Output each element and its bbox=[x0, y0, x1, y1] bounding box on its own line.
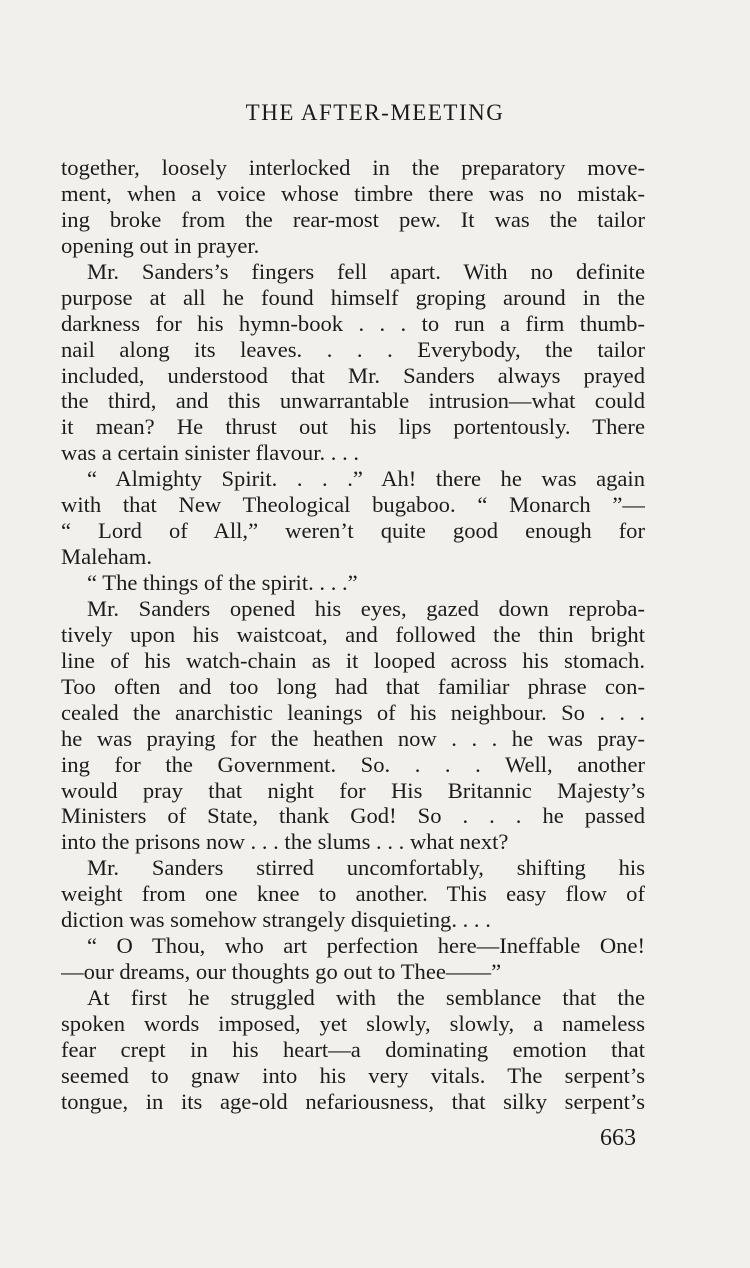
text-line: Mr. Sanders stirred uncomfortably, shifting his bbox=[87, 855, 645, 881]
text-line: he was praying for the heathen now . . . he was pray- bbox=[61, 725, 645, 751]
page-number: 663 bbox=[600, 1125, 636, 1151]
text-line: ing broke from the rear-most pew. It was the tailor bbox=[61, 206, 645, 232]
text-line: diction was somehow strangely disquieting. . . . bbox=[61, 907, 491, 933]
text-line: darkness for his hymn-book . . . to run a firm thumb- bbox=[61, 310, 645, 336]
text-line: tongue, in its age-old nefariousness, that silky serpent’s bbox=[61, 1088, 645, 1114]
text-line: line of his watch-chain as it looped across his stomach. bbox=[61, 647, 645, 673]
text-line: nail along its leaves. . . . Everybody, the tailor bbox=[61, 336, 645, 362]
text-line: tively upon his waistcoat, and followed the thin bright bbox=[61, 621, 645, 647]
text-line: Mr. Sanders opened his eyes, gazed down reproba- bbox=[87, 595, 645, 621]
body-text bbox=[61, 155, 645, 1115]
text-line: Mr. Sanders’s fingers fell apart. With no definite bbox=[87, 258, 645, 284]
text-line: with that New Theological bugaboo. “ Monarch ”— bbox=[61, 492, 645, 518]
text-line: —our dreams, our thoughts go out to Thee——” bbox=[61, 959, 502, 985]
running-title: THE AFTER-MEETING bbox=[245, 100, 505, 125]
text-line: was a certain sinister flavour. . . . bbox=[61, 440, 360, 466]
text-line: cealed the anarchistic leanings of his neighbour. So . . . bbox=[61, 699, 645, 725]
text-line: would pray that night for His Britannic Majesty’s bbox=[61, 777, 645, 803]
text-line: weight from one knee to another. This easy flow of bbox=[61, 881, 645, 907]
text-line: “ Almighty Spirit. . . .” Ah! there he was again bbox=[87, 466, 645, 492]
text-line: spoken words imposed, yet slowly, slowly, a nameless bbox=[61, 1010, 645, 1036]
text-line: opening out in prayer. bbox=[61, 232, 260, 258]
text-line: together, loosely interlocked in the preparatory move- bbox=[61, 155, 645, 180]
text-line: “ The things of the spirit. . . .” bbox=[87, 570, 358, 595]
text-line: At first he struggled with the semblance that the bbox=[87, 985, 645, 1010]
text-line: Ministers of State, thank God! So . . . he passed bbox=[61, 803, 645, 829]
text-line: into the prisons now . . . the slums . . . what next? bbox=[61, 829, 509, 855]
text-line: Maleham. bbox=[61, 544, 152, 570]
text-line: “ Lord of All,” weren’t quite good enough for bbox=[61, 518, 645, 544]
text-line: “ O Thou, who art perfection here—Ineffable One! bbox=[87, 933, 645, 959]
text-line: it mean? He thrust out his lips portentously. There bbox=[61, 414, 645, 440]
text-line: purpose at all he found himself groping around in the bbox=[61, 284, 645, 310]
text-line: Too often and too long had that familiar phrase con- bbox=[61, 673, 645, 699]
text-line: included, understood that Mr. Sanders always prayed bbox=[61, 362, 645, 388]
text-line: ment, when a voice whose timbre there was no mistak- bbox=[61, 180, 645, 206]
text-line: seemed to gnaw into his very vitals. The serpent’s bbox=[61, 1062, 645, 1088]
text-line: fear crept in his heart—a dominating emotion that bbox=[61, 1036, 645, 1062]
text-line: the third, and this unwarrantable intrusion—what could bbox=[61, 388, 645, 414]
text-line: ing for the Government. So. . . . Well, another bbox=[61, 751, 645, 777]
